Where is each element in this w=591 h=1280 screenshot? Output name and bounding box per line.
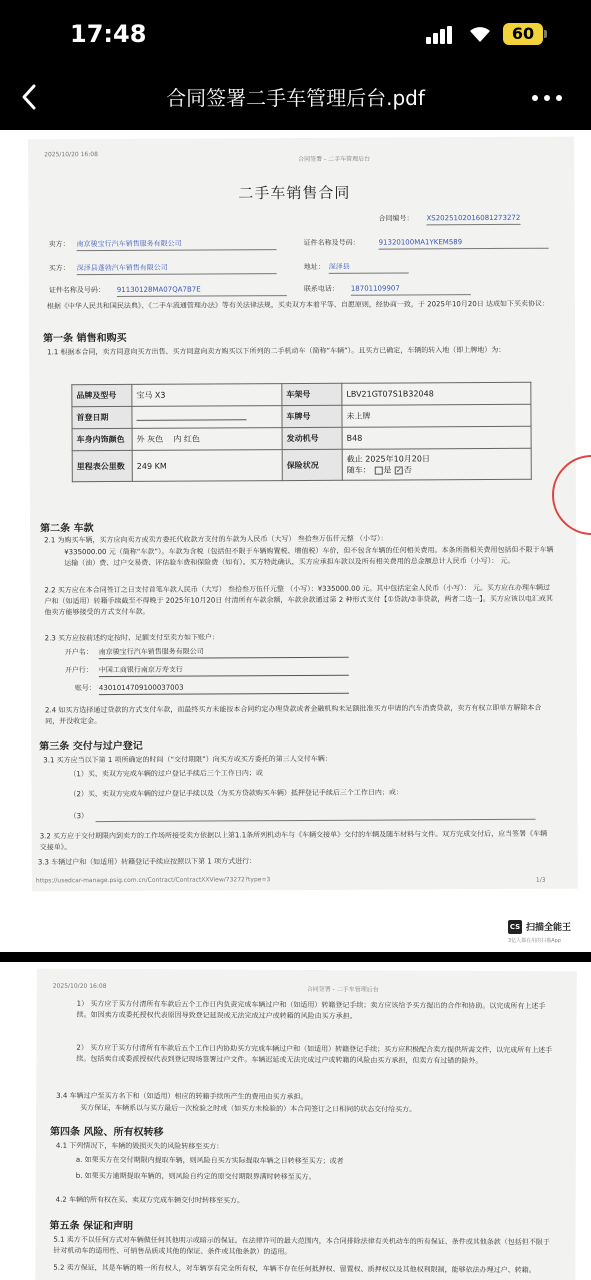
seller-id: 91320100MA1YKEM589 — [379, 237, 549, 250]
buyer-id-label: 证件名称及号码： — [48, 286, 105, 295]
pdf-page-1[interactable] — [0, 130, 591, 952]
brand-label: 品牌及型号 — [72, 384, 132, 406]
wifi-icon — [466, 22, 494, 44]
camscanner-logo-icon: CS — [508, 920, 522, 934]
address: 深泽县 — [329, 261, 409, 273]
reg-date-label: 首登日期 — [72, 406, 132, 428]
clause-2-3: 2.3 买方应按前述约定按时、足额支付至卖方如下账户： — [44, 633, 220, 643]
page-header-datetime: 2025/10/20 16:08 — [52, 982, 107, 990]
contract-no: XS20251020160812732​72 — [426, 213, 520, 225]
clause-3-1-option-2: （2）买、卖双方完成车辆的过户登记手续以及（为买方贷款购买车辆）抵押登记手续后三个工作日内；或： — [69, 788, 403, 799]
clause-3-2: 3.2 买方应于交付期限内到卖方的工作场所接受卖方依据以上第1.1条所列机动车与《车辆交接单》交付的车辆及随车材料与文件。双方完成交付后，应当签署《车辆交接单》。 — [39, 829, 548, 852]
blank-line — [96, 819, 536, 822]
table-row — [72, 404, 531, 428]
color-interior: 内 红色 — [173, 434, 200, 444]
clause-3-4-cont: 买方保证，车辆系以与买方最后一次检验之时或（如买方未检验的）本合同签订之日相同的状态交付给买方。 — [80, 1103, 417, 1114]
scanned-paper-2 — [35, 969, 577, 1280]
table-row — [72, 426, 531, 450]
battery-icon: 60 — [503, 23, 543, 45]
section-3-heading: 第三条 交付与过户登记 — [39, 740, 143, 753]
scanned-paper-1 — [28, 137, 578, 892]
vehicle-spec-table — [71, 382, 532, 482]
insurance-follow: 随车： 是 ✓ 否 — [346, 465, 412, 475]
account-no: 4301014709100037003 — [99, 682, 349, 695]
seller-label: 卖方： — [48, 240, 70, 249]
page-header-datetime: 2025/10/20 16:08 — [44, 151, 98, 159]
vin-label: 车架号 — [282, 383, 342, 405]
clause-3-1: 3.1 买方应当以下第 1 项所确定的时间（“交付期限”）向买方或买方委托的第三人交付车辆： — [43, 754, 332, 765]
buyer-id: 91130128MA07QA7B7E — [117, 284, 287, 297]
engine-label: 发动机号 — [282, 427, 342, 449]
insurance-label: 保险状况 — [282, 449, 342, 480]
footer-url: https://usedcar-manage.psig.com.cn/Contract/ContractXXView/73272?type=3 — [35, 876, 271, 885]
color-exterior: 外 灰色 — [136, 434, 164, 444]
contract-title: 二手车销售合同 — [238, 183, 351, 203]
vin-value: LBV21GT07S1B32048 — [342, 382, 531, 405]
document-title: 合同签署二手车管理后台.pdf — [166, 86, 425, 110]
section-5-heading: 第五条 保证和声明 — [49, 1220, 134, 1233]
clause-2-4: 2.4 如买方选择通过贷款的方式支付车款，而最终买方未能按本合同约定办理贷款或者金融机构未足额批准买方申请的汽车消费贷款，卖方有权立即单方解除本合同，并没收定金。 — [45, 703, 542, 726]
buyer-label: 买方： — [48, 264, 70, 273]
clause-3-4: 3.4 车辆过户至买方名下和（如适用）相应的转籍手续所产生的费用由买方承担。 — [56, 1091, 308, 1102]
preamble: 根据《中华人民共和国民法典》、《二手车流通管理办法》等有关法律法规，买卖双方本着平等、自愿原则，经协商一致，于 2025年10月20日 达成如下买卖协议： — [46, 299, 550, 311]
section-1-heading: 第一条 销售和购买 — [43, 332, 127, 345]
clause-2-2: 2.2 买方应在本合同签订之日支付首笔车款人民币（大写） 叁拾叁万伍仟元整 （小写）：¥335000.00 元。其中包括定金人民币（小写）： 元。买方应在办理车辆过户和（如适用）转籍手续截至不得晚于 2025年10月20日 付清所有车款余额，车款余款通过第 2 种形式支付【①贷款/②非贷款，两者二选一】。买方应该以电汇或其他卖方能够接受的方式支付车款。 — [44, 583, 553, 617]
account-no-label: 账号： — [74, 684, 96, 693]
mileage-label: 里程表公里数 — [72, 450, 132, 481]
clause-3-1-option-1: （1）买、卖双方完成车辆的过户登记手续后三个工作日内；或 — [69, 769, 263, 779]
status-time: 17:48 — [70, 20, 147, 48]
section-4-heading: 第四条 风险、所有权转移 — [49, 1126, 164, 1139]
contract-no-label: 合同编号： — [378, 214, 414, 223]
clause-3-3-2: 2） 买方应于买方付清所有车款后五个工作日内协助买方完成车辆过户和（如适用）转籍登记手续；买方应积极配合卖方提供所需文件，以完成所有上述手续。包括卖自或委派授权代表到登记现场签署过户文件。车辆迟延或无法完成过户或转籍的风险由买方承担，但卖方有过错的除外。 — [76, 1043, 553, 1065]
watermark-tagline: 3亿人都在用的扫描App — [508, 938, 561, 944]
reg-date-value — [132, 406, 282, 429]
plate-value: 未上牌 — [342, 404, 531, 427]
clause-5-2: 5.2 卖方保证，其是车辆的唯一所有权人，对车辆享有完全所有权，车辆不存在任何抵押权、留置权、质押权以及其他权利限制，能够依法办理过户、转籍。 — [53, 1263, 536, 1275]
status-bar — [0, 0, 591, 70]
pdf-page-2[interactable] — [0, 962, 591, 1280]
clause-4-1-a: a. 如果买方在交付期限内提取车辆，则风险自买方实际提取车辆之日转移至买方；或者 — [75, 1155, 344, 1166]
account-bank-label: 开户行： — [64, 666, 93, 675]
account-name: 南京骏宝行汽车销售服务有限公司 — [99, 646, 349, 659]
plate-label: 车牌号 — [282, 405, 342, 427]
account-bank: 中国工商银行南京万寿支行 — [99, 664, 349, 677]
clause-5-1: 5.1 卖方不以任何方式对车辆做任何其他明示或暗示的保证。在法律许可的最大范围内，本合同排除法律有关机动车的所有保证、条件或其他条款（包括但不限于针对机动车的适用性、可销售品质或其他的保证、条件或其他条款）的适用。 — [53, 1235, 550, 1256]
engine-value: B48 — [342, 426, 531, 449]
page-header-center: 合同签署 - 二手车管理后台 — [298, 155, 371, 164]
checkbox-no-checked: ✓ — [395, 465, 402, 475]
table-row — [72, 382, 531, 406]
seller-id-label: 证件名称及号码： — [303, 238, 360, 247]
color-label: 车身内饰颜色 — [72, 428, 132, 450]
address-label: 地址： — [303, 262, 325, 271]
mileage-value: 249 KM — [132, 450, 282, 482]
back-chevron-icon[interactable] — [14, 80, 48, 114]
watermark-brand: 扫描全能王 — [526, 923, 572, 933]
clause-1-1: 1.1 根据本合同，卖方同意向买方出售、买方同意向卖方购买以下所列的二手机动车（简称“车辆”）。且买方已确定，车辆的转入地（即上牌地）为： — [47, 345, 506, 357]
color-value — [132, 428, 282, 451]
battery-tip — [544, 30, 547, 38]
page-header-center: 合同签署 - 二手车管理后台 — [306, 986, 379, 994]
more-options-icon[interactable] — [530, 88, 564, 108]
phone: 18701109907 — [351, 283, 471, 296]
clause-2-1-cont: ¥335000.00 元（简称“车款”）。车款为含税（包括但不限于车辆购置税、增值税）车价，但不包含车辆的任何相关费用。本条所指相关费用包括但不限于车辆运输（油）费、过户交易费、评估验车费和保险费（如有）。买方特此确认，买方应承担车款以及所有相关费用的总金额总计人民币（小写）： 元。 — [64, 545, 554, 568]
phone-label: 联系电话： — [303, 284, 339, 293]
clause-3-1-option-3: （3） — [69, 812, 89, 821]
table-row — [72, 448, 531, 481]
cellular-signal-icon — [426, 26, 452, 44]
buyer-name: 深泽县蓬勃汽车销售有限公司 — [77, 262, 277, 275]
seller-name: 南京骏宝行汽车销售服务有限公司 — [77, 238, 277, 251]
clause-4-1: 4.1 下列情况下，车辆的毁损灭失的风险转移至买方： — [55, 1141, 224, 1151]
account-name-label: 开户名： — [64, 648, 93, 657]
clause-3-3: 3.3 车辆过户和（如适用）转籍登记手续应按照以下第 1 项方式进行： — [37, 857, 257, 867]
brand-value: 宝马 X3 — [132, 384, 282, 407]
clause-2-1: 2.1 为购买车辆，买方应向卖方或卖方委托代收款方支付的车款为人民币（大写） 叁拾叁万伍仟元整 （小写）： — [44, 534, 388, 545]
nav-bar — [0, 70, 591, 126]
footer-page-number: 1/3 — [535, 876, 546, 884]
section-2-heading: 第二条 车款 — [40, 523, 94, 535]
insurance-due: 截止 2025年10月20日 — [346, 454, 431, 464]
checkbox-yes — [374, 466, 382, 474]
insurance-value — [342, 448, 531, 480]
clause-4-1-b: b. 如果买方逾期提取车辆的，则风险自约定的原交付期限界满时转移至买方。 — [75, 1171, 316, 1182]
clause-3-3-1: 1） 买方应于买方付清所有车款后五个工作日内负责完成车辆过户和（如适用）转籍登记手续；卖方应该给予买方提出的合作和协助。以完成所有上述手续。如因卖方或委托授权代表原因导致登记延误或无法完成过户或转籍的风险由买方承担。 — [76, 999, 546, 1021]
clause-4-2: 4.2 车辆的所有权在买、卖双方完成车辆交付时转移至买方。 — [55, 1195, 245, 1205]
